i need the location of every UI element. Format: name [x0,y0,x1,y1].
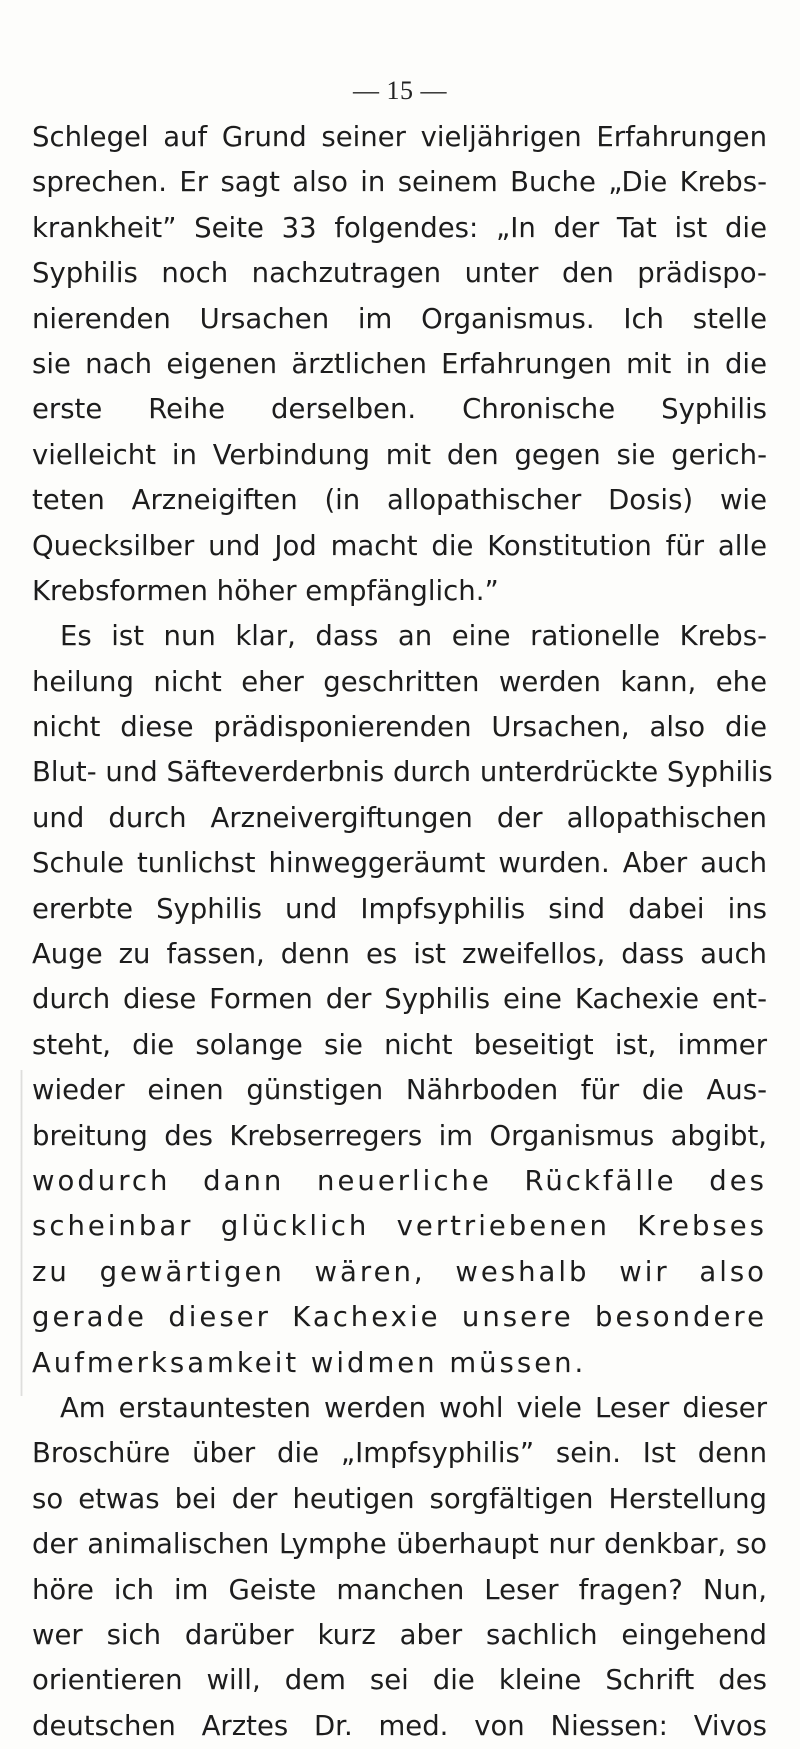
text-line: höre ich im Geiste manchen Leser fragen? Nun, [32,1573,767,1606]
text-line: Krebsformen höher empfänglich.” [32,574,499,607]
text-line: Es ist nun klar, dass an eine rationelle Krebs- [60,620,767,653]
text-line: Aufmerksamkeit widmen müssen. [32,1346,587,1379]
text-line: durch diese Formen der Syphilis eine Kachexie ent- [32,983,767,1016]
body-text [32,115,773,1749]
text-line: so etwas bei der heutigen sorgfältigen Herstellung [32,1482,767,1515]
text-line: vielleicht in Verbindung mit den gegen sie gerich- [32,438,767,471]
text-line: orientieren will, dem sei die kleine Schrift des [32,1664,767,1697]
text-line: wer sich darüber kurz aber sachlich eingehend [32,1618,767,1651]
text-line: wieder einen günstigen Nährboden für die Aus- [32,1074,767,1107]
text-line: Quecksilber und Jod macht die Konstitution für alle [32,529,767,562]
text-line: erste Reihe derselben. Chronische Syphilis [32,393,767,426]
text-line: gerade dieser Kachexie unsere besondere [32,1301,767,1334]
text-line: der animalischen Lymphe überhaupt nur denkbar, so [32,1528,767,1561]
text-line: Broschüre über die „Impfsyphilis” sein. Ist denn [32,1437,767,1470]
text-line: sie nach eigenen ärztlichen Erfahrungen mit in die [32,347,767,380]
text-line: teten Arzneigiften (in allopathischer Dosis) wie [32,484,767,517]
text-line: nicht diese prädisponierenden Ursachen, also die [32,711,767,744]
text-line: Syphilis noch nachzutragen unter den prädispo- [32,257,767,290]
text-line: sprechen. Er sagt also in seinem Buche „Die Krebs- [32,166,767,199]
text-line: zu gewärtigen wären, weshalb wir also [32,1255,767,1288]
text-line: Schlegel auf Grund seiner vieljährigen Erfahrungen [32,121,767,153]
text-line: und durch Arzneivergiftungen der allopathischen [32,801,767,834]
text-line: Blut- und Säfteverderbnis durch unterdrückte Syphilis [32,756,773,789]
text-line: Auge zu fassen, denn es ist zweifellos, dass auch [32,938,767,971]
text-line: wodurch dann neuerliche Rückfälle des [32,1164,767,1197]
text-line: nierenden Ursachen im Organismus. Ich stelle [32,302,767,335]
text-line: Am erstauntesten werden wohl viele Leser dieser [60,1391,767,1424]
text-line: Schule tunlichst hinweggeräumt wurden. Aber auch [32,847,767,880]
text-line: scheinbar glücklich vertriebenen Krebses [32,1210,767,1243]
text-line: breitung des Krebserregers im Organismus abgibt, [32,1119,767,1152]
page-gutter-shadow [20,1070,23,1396]
text-line: steht, die solange sie nicht beseitigt ist, immer [32,1028,767,1061]
text-line: heilung nicht eher geschritten werden kann, ehe [32,665,767,698]
page-number: — 15 — [353,76,447,105]
text-line: ererbte Syphilis und Impfsyphilis sind dabei ins [32,892,767,925]
text-line: deutschen Arztes Dr. med. von Niessen: Vivos [32,1709,767,1742]
text-line: krankheit” Seite 33 folgendes: „In der Tat ist die [32,211,767,244]
